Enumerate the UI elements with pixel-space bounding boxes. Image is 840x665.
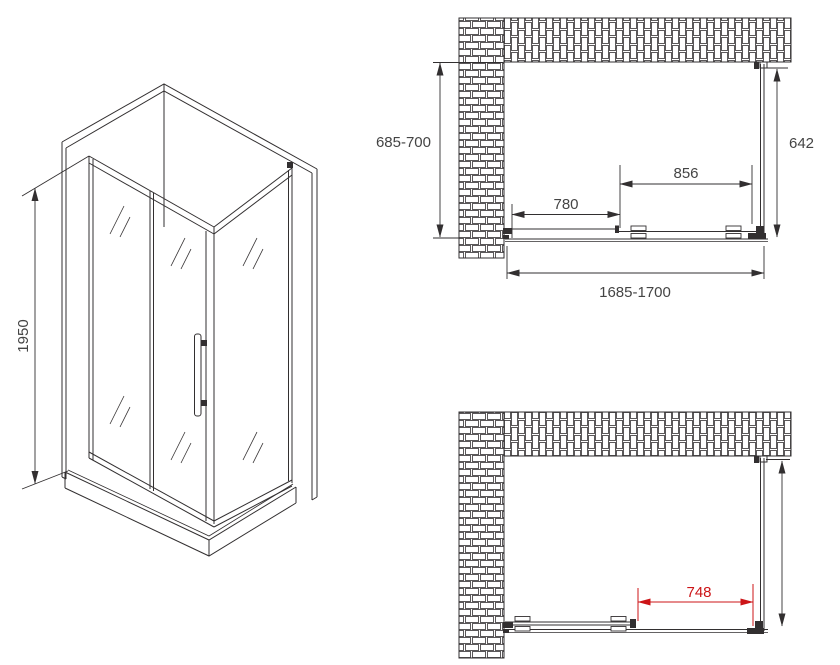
door-handle xyxy=(195,334,208,416)
door-track-open xyxy=(503,617,768,635)
dimension-door-glass xyxy=(620,165,752,228)
shower-tray xyxy=(65,470,296,556)
side-glass-panel xyxy=(754,62,767,239)
wall-bracket-left xyxy=(503,622,513,633)
plan-view-closed xyxy=(376,18,814,301)
side-panel-dimension-label: 642 xyxy=(789,135,815,152)
glass-reflection-marks xyxy=(110,206,263,463)
wall-top xyxy=(504,18,791,62)
dimension-overall-width xyxy=(507,246,764,301)
fixed-glass-dimension-label: 780 xyxy=(553,196,579,213)
wall-left xyxy=(459,18,504,258)
wall-bracket xyxy=(754,62,759,69)
glass-enclosure-frame xyxy=(89,156,293,527)
opening-dimension-label: 748 xyxy=(686,584,712,601)
dimension-opening xyxy=(638,584,753,626)
dimension-fixed-glass xyxy=(512,196,620,238)
corner-bracket-right xyxy=(748,226,766,239)
walls xyxy=(459,18,791,258)
dimension-side-panel xyxy=(766,68,814,237)
wall-bracket xyxy=(754,456,759,463)
dimension-side-unlabeled xyxy=(766,460,790,627)
roller xyxy=(611,617,626,632)
wall-left xyxy=(459,412,504,658)
door-track-closed xyxy=(503,226,768,242)
dimension-height xyxy=(15,156,89,489)
isometric-view xyxy=(15,84,317,556)
door-glass-dimension-label: 856 xyxy=(673,165,699,182)
corner-bracket-right xyxy=(747,621,764,634)
plan-view-open xyxy=(459,412,791,658)
side-glass-panel xyxy=(754,456,767,631)
overall-width-dimension-label: 1685-1700 xyxy=(599,284,671,301)
wall-bracket xyxy=(287,162,293,168)
wall-bracket-left xyxy=(503,228,512,239)
walls xyxy=(62,84,317,500)
depth-dimension-label: 685-700 xyxy=(375,134,431,151)
height-dimension-label: 1950 xyxy=(15,319,32,353)
roller xyxy=(515,617,530,632)
door-end-cap xyxy=(630,619,636,628)
wall-top xyxy=(504,412,791,456)
